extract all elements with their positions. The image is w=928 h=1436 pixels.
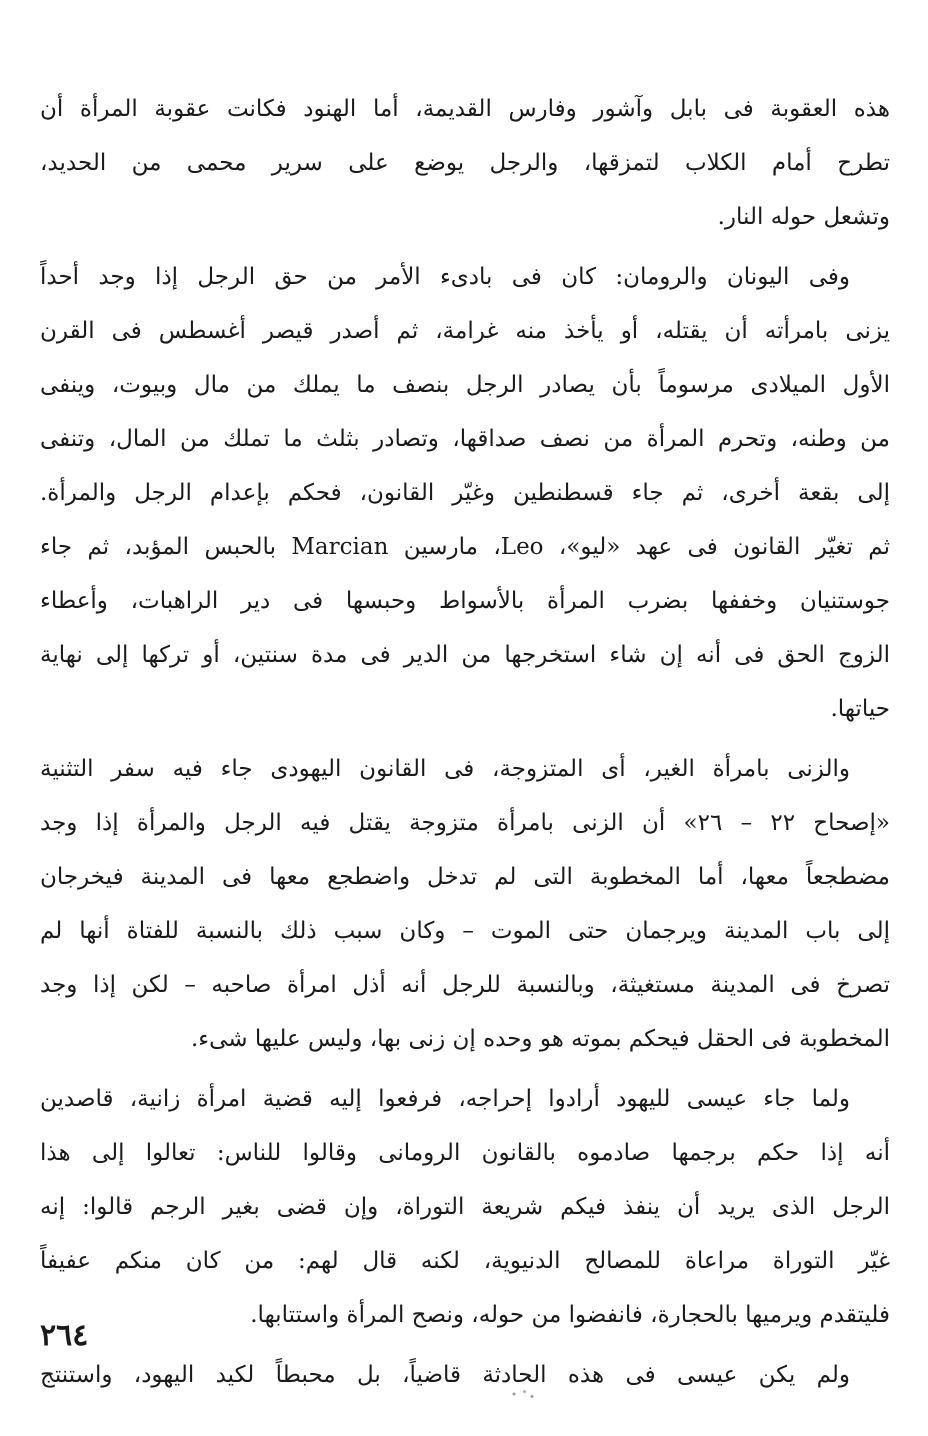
text-line: وفى اليونان والرومان: كان فى بادىء الأمر من حق الرجل إذا وجد أحداً bbox=[40, 264, 850, 290]
text-line: فليتقدم ويرميها بالحجارة، فانفضوا من حوله، ونصح المرأة واستتابها. bbox=[250, 1302, 890, 1328]
paragraph-4 bbox=[40, 1072, 890, 1342]
scan-speck bbox=[508, 1388, 538, 1400]
paragraph-2 bbox=[40, 250, 890, 736]
text-line: مضطجعاً معها، أما المخطوبة التى لم تدخل واضطجع معها فى المدينة فيخرجان bbox=[40, 864, 890, 890]
text-line: حياتها. bbox=[830, 696, 890, 722]
page-number: ٢٦٤ bbox=[40, 1318, 89, 1353]
text-line: إلى بقعة أخرى، ثم جاء قسطنطين وغيّر القانون، فحكم بإعدام الرجل والمرأة. bbox=[40, 480, 890, 506]
text-line: الرجل الذى يريد أن ينفذ فيكم شريعة التوراة، وإن قضى بغير الرجم قالوا: إنه bbox=[40, 1194, 890, 1220]
text-line: تطرح أمام الكلاب لتمزقها، والرجل يوضع على سرير محمى من الحديد، bbox=[40, 150, 890, 176]
text-line: ثم تغيّر القانون فى عهد «ليو»، Leo، مارسين Marcian بالحبس المؤبد، ثم جاء bbox=[40, 534, 890, 560]
text-line: من وطنه، وتحرم المرأة من نصف صداقها، وتصادر بثلث ما تملك من المال، وتنفى bbox=[40, 426, 890, 452]
text-line: وتشعل حوله النار. bbox=[717, 204, 890, 230]
text-line: المخطوبة فى الحقل فيحكم بموته هو وحده إن زنى بها، وليس عليها شىء. bbox=[190, 1026, 890, 1052]
text-line: ولم يكن عيسى فى هذه الحادثة قاضياً، بل محبطاً لكيد اليهود، واستنتج bbox=[40, 1362, 850, 1388]
text-line: أنه إذا حكم برجمها صادموه بالقانون الرومانى وقالوا للناس: تعالوا إلى هذا bbox=[40, 1140, 890, 1166]
text-line: والزنى بامرأة الغير، أى المتزوجة، فى القانون اليهودى جاء فيه سفر التثنية bbox=[40, 756, 850, 782]
paragraph-3 bbox=[40, 742, 890, 1066]
text-line: تصرخ فى المدينة مستغيثة، وبالنسبة للرجل أنه أذل امرأة صاحبه – لكن إذا وجد bbox=[40, 972, 890, 998]
text-line: «إصحاح ٢٢ – ٢٦» أن الزنى بامرأة متزوجة يقتل فيه الرجل والمرأة إذا وجد bbox=[40, 810, 890, 836]
text-line: جوستنيان وخففها بضرب المرأة بالأسواط وحبسها فى دير الراهبات، وأعطاء bbox=[40, 588, 890, 614]
paragraph-1 bbox=[40, 82, 890, 244]
text-line: غيّر التوراة مراعاة للمصالح الدنيوية، لكنه قال لهم: من كان منكم عفيفاً bbox=[40, 1248, 890, 1274]
text-line: يزنى بامرأته أن يقتله، أو يأخذ منه غرامة، ثم أصدر قيصر أغسطس فى القرن bbox=[40, 318, 890, 344]
paragraph-5 bbox=[40, 1348, 890, 1402]
text-line: ولما جاء عيسى لليهود أرادوا إحراجه، فرفعوا إليه قضية امرأة زانية، قاصدين bbox=[40, 1086, 850, 1112]
page-body bbox=[40, 82, 890, 1402]
text-line: الأول الميلادى مرسوماً بأن يصادر الرجل بنصف ما يملك من مال وبيوت، وينفى bbox=[40, 372, 890, 398]
text-line: هذه العقوبة فى بابل وآشور وفارس القديمة، أما الهنود فكانت عقوبة المرأة أن bbox=[40, 96, 890, 122]
text-line: إلى باب المدينة ويرجمان حتى الموت – وكان سبب ذلك بالنسبة للفتاة أنها لم bbox=[40, 918, 890, 944]
text-line: الزوج الحق فى أنه إن شاء استخرجها من الدير فى مدة سنتين، أو تركها إلى نهاية bbox=[40, 642, 890, 668]
